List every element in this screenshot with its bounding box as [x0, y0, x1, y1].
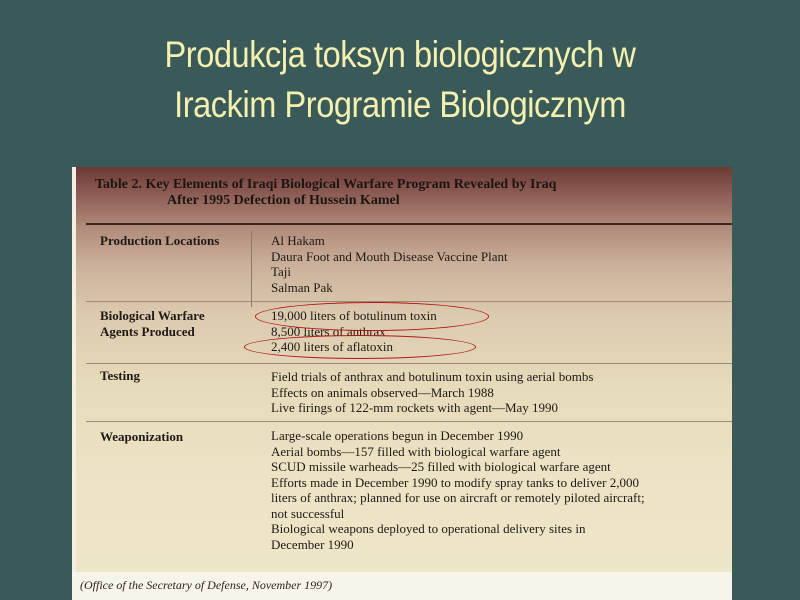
list-item: Taji [271, 264, 292, 279]
scan-edge [72, 167, 76, 600]
source-citation: (Office of the Secretary of Defense, November 1997) [80, 578, 333, 592]
section-label-testing [100, 368, 140, 384]
section-label-line: Weaponization [100, 429, 184, 444]
list-item: not successful [271, 505, 345, 521]
list-item: Salman Pak [271, 279, 333, 295]
highlight-oval-aflatoxin [244, 335, 476, 359]
section-label-agents-produced [100, 308, 205, 340]
list-item: 19,000 liters of botulinum toxin [271, 308, 437, 323]
list-item: Efforts made in December 1990 to modify spray tanks to deliver 2,000 [271, 474, 640, 490]
list-item: 8,500 liters of anthrax [271, 323, 386, 339]
section-label-weaponization [100, 429, 183, 445]
column-divider [251, 231, 252, 307]
list-item: Al Hakam [271, 233, 325, 248]
section-items-production-locations [271, 233, 508, 295]
source-footer [72, 572, 732, 600]
list-item: SCUD missile warheads—25 filled with biological warfare agent [271, 459, 611, 474]
section-separator [86, 421, 732, 422]
highlight-oval-botulinum [255, 302, 489, 331]
list-item: Daura Foot and Mouth Disease Vaccine Plant [271, 248, 508, 264]
section-label-line: Agents Produced [100, 324, 195, 339]
table-title-line-2: After 1995 Defection of Hussein Kamel [167, 193, 400, 208]
scanned-table-image [72, 167, 732, 600]
list-item: December 1990 [271, 536, 354, 552]
slide-title-line-2: Irackim Programie Biologicznym [174, 84, 626, 125]
list-item: Aerial bombs—157 filled with biological warfare agent [271, 443, 561, 459]
list-item: Biological weapons deployed to operational delivery sites in [271, 521, 586, 536]
section-label-line: Testing [100, 368, 140, 383]
list-item: Large-scale operations begun in December 1990 [271, 428, 524, 443]
list-item: 2,400 liters of aflatoxin [271, 339, 394, 354]
section-items-weaponization [271, 428, 645, 552]
list-item: liters of anthrax; planned for use on aircraft or remotely piloted aircraft; [271, 490, 645, 505]
list-item: Field trials of anthrax and botulinum toxin using aerial bombs [271, 369, 594, 384]
section-label-production-locations [100, 233, 219, 249]
slide-title [48, 30, 752, 130]
section-separator [86, 363, 732, 364]
list-item: Effects on animals observed—March 1988 [271, 384, 494, 400]
table-title-line-1: Table 2. Key Elements of Iraqi Biological Warfare Program Revealed by Iraq [95, 177, 557, 192]
section-items-testing [271, 369, 593, 416]
section-label-line: Biological Warfare [100, 308, 205, 323]
table-title [95, 177, 556, 209]
slide-title-line-1: Produkcja toksyn biologicznych w [164, 34, 636, 75]
table-top-rule [86, 223, 732, 225]
list-item: Live firings of 122-mm rockets with agent—May 1990 [271, 400, 559, 415]
section-label-line: Production Locations [100, 233, 220, 248]
